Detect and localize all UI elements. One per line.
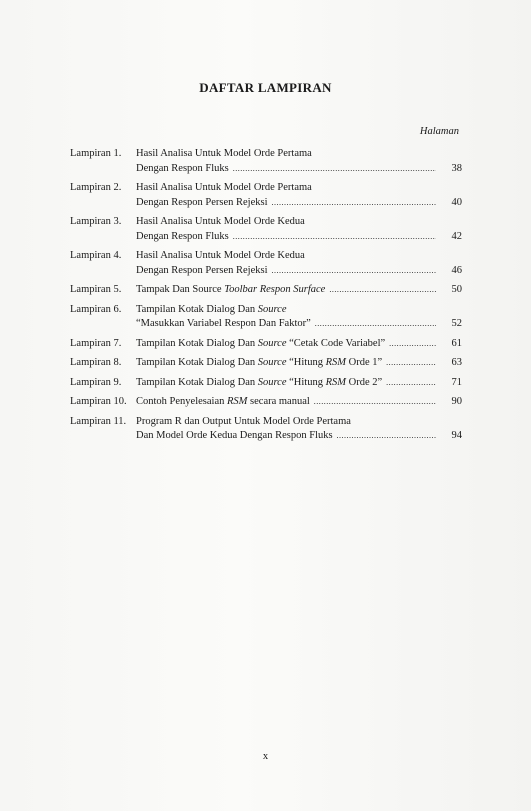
entry-page: 42 xyxy=(451,230,462,242)
entry-label: Lampiran 3. xyxy=(70,216,122,227)
entry-page: 61 xyxy=(451,337,462,349)
entry-page: 63 xyxy=(451,357,462,368)
entry-text: Hasil Analisa Untuk Model Orde Pertama xyxy=(136,182,312,193)
entry-text: Dan Model Orde Kedua Dengan Respon Fluks xyxy=(136,430,333,441)
entry-label: Lampiran 6. xyxy=(70,303,122,315)
entry-text: Hasil Analisa Untuk Model Orde Kedua xyxy=(136,216,305,227)
entry-text: Hasil Analisa Untuk Model Orde Kedua xyxy=(136,250,305,261)
entry-label: Lampiran 10. xyxy=(70,396,127,407)
list-item xyxy=(70,215,462,244)
entry-text: Tampilan Kotak Dialog Dan Source “Hitung RSM Orde 1” xyxy=(136,357,383,368)
entry-page: 94 xyxy=(451,430,462,441)
entry-text: Dengan Respon Fluks xyxy=(136,162,229,174)
page-title: DAFTAR LAMPIRAN xyxy=(199,80,332,95)
entry-text: Program R dan Output Untuk Model Orde Pertama xyxy=(136,415,351,427)
entry-text: Tampak Dan Source Toolbar Respon Surface xyxy=(136,284,326,295)
list-item xyxy=(70,283,462,298)
dot-leader xyxy=(386,356,436,371)
entry-page: 52 xyxy=(451,318,462,329)
entry-text: “Masukkan Variabel Respon Dan Faktor” xyxy=(136,318,311,329)
dot-leader xyxy=(386,376,436,391)
list-item xyxy=(70,249,462,278)
entry-text: Dengan Respon Persen Rejeksi xyxy=(136,196,268,208)
list-item xyxy=(70,356,462,371)
entry-page: 90 xyxy=(451,396,462,407)
entry-label: Lampiran 1. xyxy=(70,148,122,159)
dot-leader xyxy=(389,337,436,352)
entry-text: Tampilan Kotak Dialog Dan Source “Hitung RSM Orde 2” xyxy=(136,376,383,388)
entry-text: Dengan Respon Fluks xyxy=(136,230,229,242)
dot-leader xyxy=(272,264,436,279)
dot-leader xyxy=(315,317,436,332)
entry-label: Lampiran 2. xyxy=(70,182,122,193)
dot-leader xyxy=(272,196,436,211)
dot-leader xyxy=(329,283,436,298)
list-item xyxy=(70,181,462,210)
entry-page: 40 xyxy=(451,196,462,208)
page-column-header: Halaman xyxy=(419,126,459,137)
entry-page: 71 xyxy=(451,376,462,388)
list-item xyxy=(70,415,462,444)
dot-leader xyxy=(233,230,436,245)
entry-page: 46 xyxy=(451,264,462,276)
entry-text: Hasil Analisa Untuk Model Orde Pertama xyxy=(136,148,312,159)
entry-label: Lampiran 7. xyxy=(70,337,122,349)
entry-text: Dengan Respon Persen Rejeksi xyxy=(136,264,268,276)
entry-label: Lampiran 8. xyxy=(70,357,122,368)
entry-label: Lampiran 4. xyxy=(70,250,122,261)
entry-text: Contoh Penyelesaian RSM secara manual xyxy=(136,396,310,407)
dot-leader xyxy=(337,429,436,444)
entry-text: Tampilan Kotak Dialog Dan Source “Cetak Code Variabel” xyxy=(136,337,386,349)
dot-leader xyxy=(314,395,436,410)
page-number: x xyxy=(262,751,269,762)
list-item xyxy=(70,376,462,391)
entry-text: Tampilan Kotak Dialog Dan Source xyxy=(136,303,287,315)
entry-page: 50 xyxy=(451,284,462,295)
list-item xyxy=(70,337,462,352)
dot-leader xyxy=(233,162,436,177)
entry-label: Lampiran 9. xyxy=(70,376,122,388)
entry-label: Lampiran 11. xyxy=(70,415,127,427)
entry-page: 38 xyxy=(451,162,462,174)
entry-label: Lampiran 5. xyxy=(70,284,122,295)
list-item xyxy=(70,303,462,332)
appendix-list xyxy=(70,147,462,449)
list-item xyxy=(70,395,462,410)
list-item xyxy=(70,147,462,176)
